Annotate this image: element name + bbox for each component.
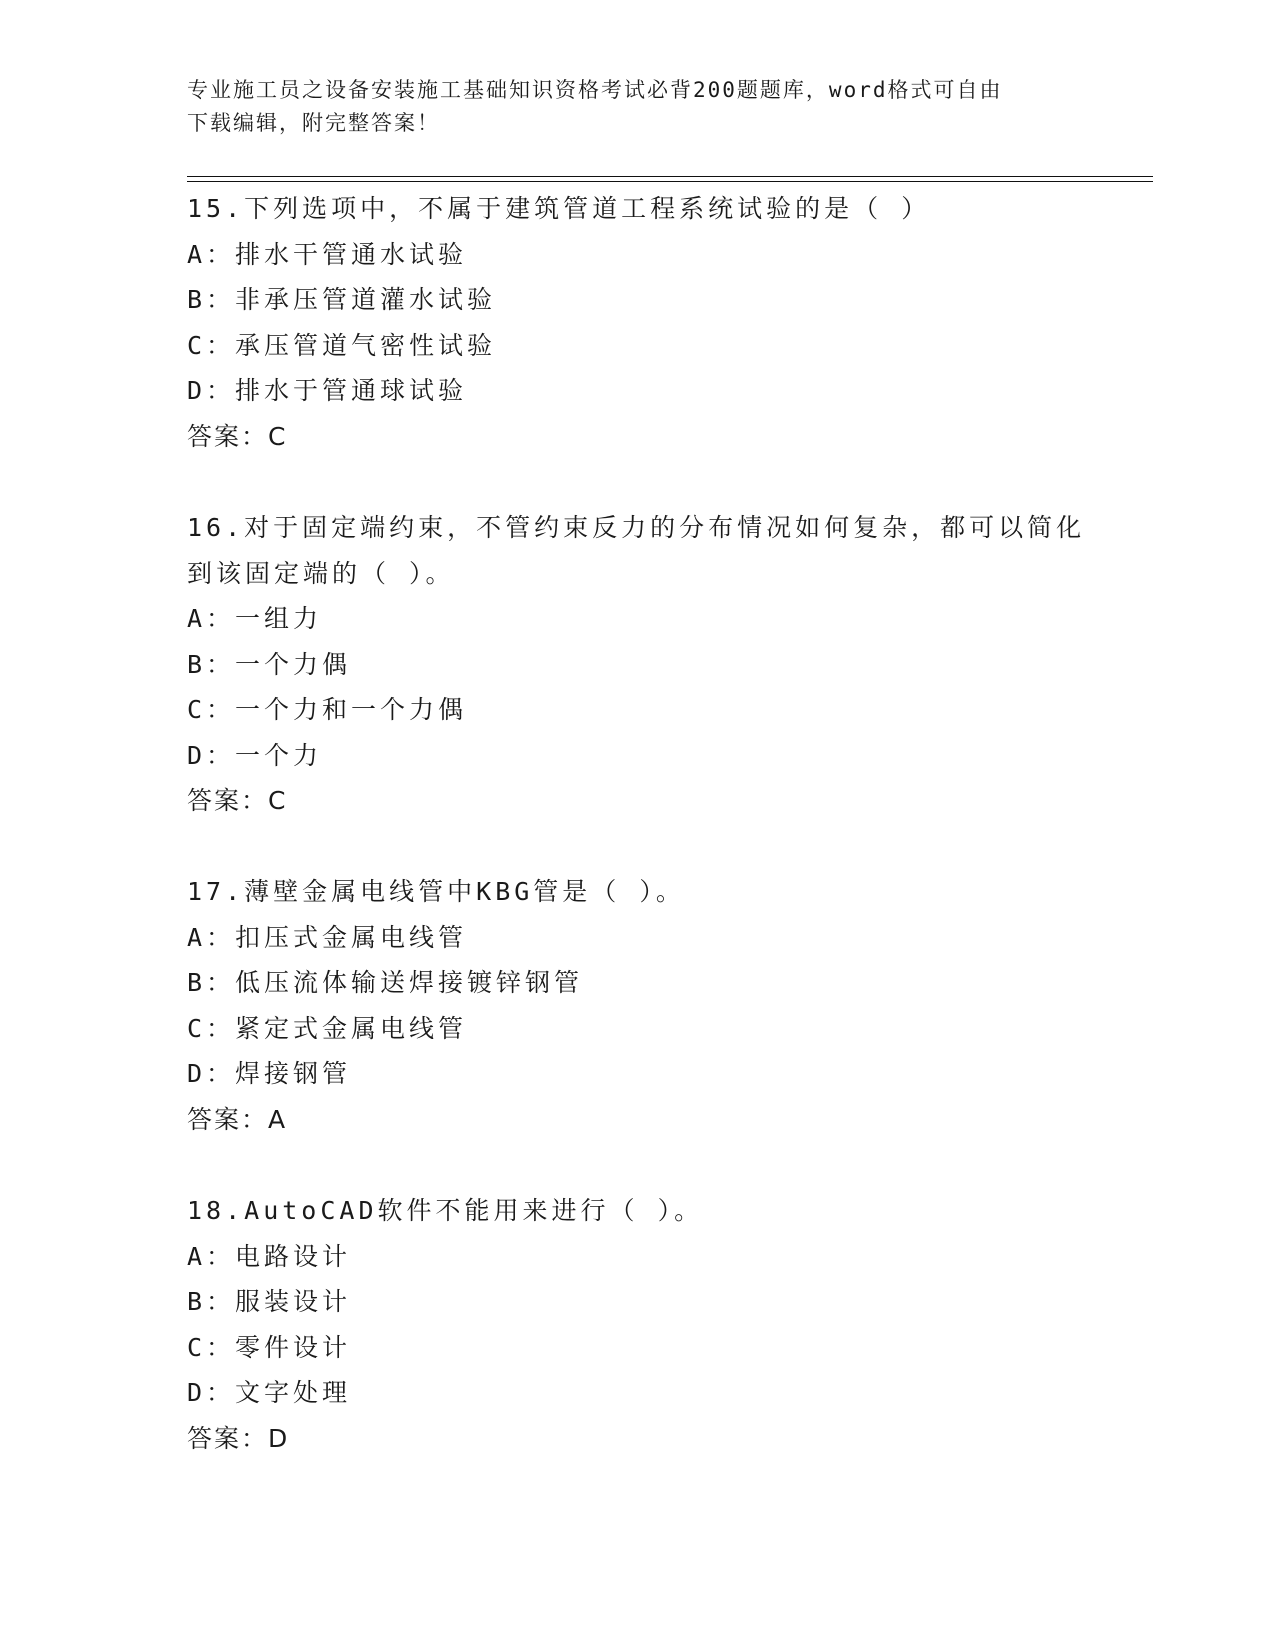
question-16 xyxy=(187,505,1087,824)
question-stem: 16.对于固定端约束，不管约束反力的分布情况如何复杂，都可以简化 xyxy=(187,513,1086,542)
option-d: D：一个力 xyxy=(187,740,323,770)
question-18 xyxy=(187,1188,1087,1461)
question-17 xyxy=(187,869,1087,1142)
option-b: B：一个力偶 xyxy=(187,649,352,679)
option-c: C：零件设计 xyxy=(187,1332,352,1362)
option-c: C：一个力和一个力偶 xyxy=(187,695,468,724)
header-divider-top xyxy=(187,176,1153,177)
option-b: B：低压流体输送焊接镀锌钢管 xyxy=(187,968,584,997)
answer-line: 答案：C xyxy=(187,421,288,451)
header-line-1: 专业施工员之设备安装施工基础知识资格考试必背200题题库，word格式可自由 xyxy=(187,78,1003,102)
option-c: C：承压管道气密性试验 xyxy=(187,330,497,360)
question-stem: 18.AutoCAD软件不能用来进行（ ）。 xyxy=(187,1196,704,1225)
option-c: C：紧定式金属电线管 xyxy=(187,1013,468,1043)
option-b: B：服装设计 xyxy=(187,1287,352,1316)
document-header xyxy=(187,74,1077,140)
option-a: A：扣压式金属电线管 xyxy=(187,922,468,952)
header-divider-bottom xyxy=(187,181,1153,182)
question-stem-continued: 到该固定端的（ ）。 xyxy=(187,558,455,588)
answer-line: 答案：A xyxy=(187,1104,288,1134)
option-d: D：焊接钢管 xyxy=(187,1059,352,1088)
option-a: A：排水干管通水试验 xyxy=(187,239,468,269)
option-a: A：一组力 xyxy=(187,604,323,633)
option-b: B：非承压管道灌水试验 xyxy=(187,285,497,314)
question-stem: 17.薄壁金属电线管中KBG管是（ ）。 xyxy=(187,877,685,906)
question-stem: 15.下列选项中，不属于建筑管道工程系统试验的是（ ） xyxy=(187,194,931,223)
option-a: A：电路设计 xyxy=(187,1241,352,1271)
question-15 xyxy=(187,186,1087,459)
option-d: D：文字处理 xyxy=(187,1378,352,1407)
option-d: D：排水于管通球试验 xyxy=(187,376,468,405)
answer-line: 答案：C xyxy=(187,786,288,815)
answer-line: 答案：D xyxy=(187,1423,290,1453)
header-line-2: 下载编辑，附完整答案！ xyxy=(187,111,440,135)
